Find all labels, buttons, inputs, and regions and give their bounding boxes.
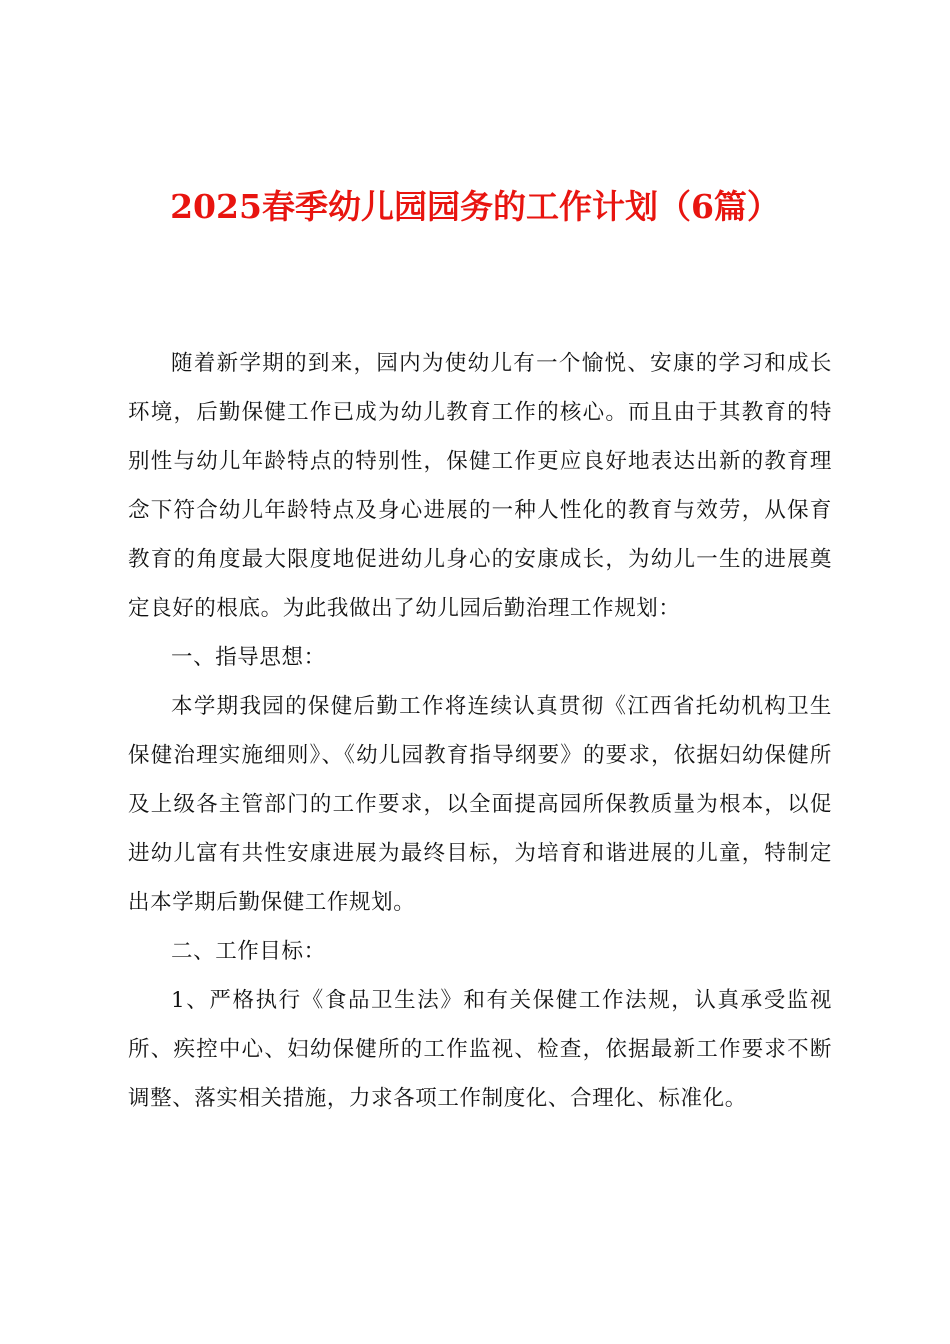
heading-work-goals: 二、工作目标： [171,939,326,964]
document-title: 2025春季幼儿园园务的工作计划（6篇） [170,187,780,226]
heading-guiding-ideology: 一、指导思想： [171,645,326,670]
paragraph-goal-1: 1、严格执行《食品卫生法》和有关保健工作法规，认真承受监视所、疾控中心、妇幼保健所的工作监视、检查，依据最新工作要求不断调整、落实相关措施，力求各项工作制度化、合理化、标准化。 [128,988,832,1111]
paragraph-intro: 随着新学期的到来，园内为使幼儿有一个愉悦、安康的学习和成长环境，后勤保健工作已成为幼儿教育工作的核心。而且由于其教育的特别性与幼儿年龄特点的特别性，保健工作更应良好地表达出新的教育理念下符合幼儿年龄特点及身心进展的一种人性化的教育与效劳，从保育教育的角度最大限度地促进幼儿身心的安康成长，为幼儿一生的进展奠定良好的根底。为此我做出了幼儿园后勤治理工作规划： [128,351,832,621]
paragraph-guiding-ideology: 本学期我园的保健后勤工作将连续认真贯彻《江西省托幼机构卫生保健治理实施细则》、《幼儿园教育指导纲要》的要求，依据妇幼保健所及上级各主管部门的工作要求，以全面提高园所保教质量为根本，以促进幼儿富有共性安康进展为最终目标，为培育和谐进展的儿童，特制定出本学期后勤保健工作规划。 [128,694,832,915]
document-body [128,339,832,1123]
